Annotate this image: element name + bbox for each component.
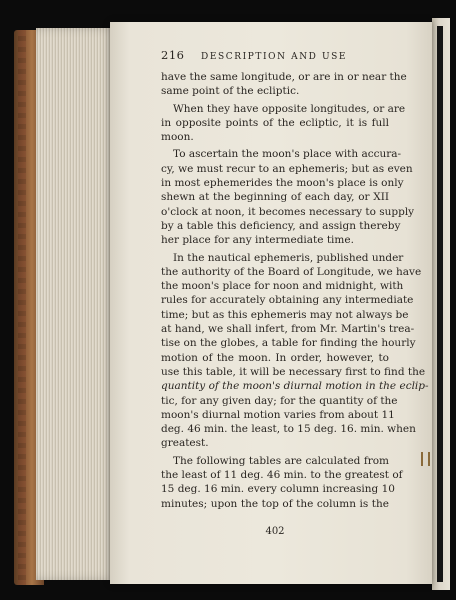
- binding-thread-mark: [421, 452, 423, 466]
- text-line: cy, we must recur to an ephemeris; but as even: [161, 162, 413, 175]
- text-line: the authority of the Board of Longitude, we have: [161, 265, 422, 278]
- signature-mark: 402: [265, 526, 285, 537]
- text-line: deg. 46 min. the least, to 15 deg. 16. min. when: [161, 423, 416, 436]
- text-line: time; but as this ephemeris may not always be: [161, 308, 409, 321]
- gutter-shadow: [437, 26, 443, 582]
- text-line: in most ephemerides the moon's place is only: [161, 177, 404, 190]
- page-text: [161, 48, 429, 537]
- text-line: In the nautical ephemeris, published under: [173, 251, 404, 264]
- text-line: moon's diurnal motion varies from about 11: [161, 408, 395, 421]
- text-line: in opposite points of the ecliptic, it is full: [161, 116, 389, 129]
- text-line: o'clock at noon, it becomes necessary to supply: [161, 205, 415, 218]
- text-line: shewn at the beginning of each day, or XII: [161, 191, 389, 204]
- text-line: have the same longitude, or are in or near the: [161, 71, 407, 83]
- text-line: When they have opposite longitudes, or are: [173, 102, 406, 115]
- text-line: The following tables are calculated from: [173, 454, 389, 467]
- page-block-edges: [36, 28, 116, 580]
- page-number: 216: [161, 48, 185, 62]
- text-line: tic, for any given day; for the quantity of the: [161, 394, 398, 407]
- text-line: tise on the globes, a table for finding the hourly: [161, 337, 416, 350]
- text-line: quantity of the moon's diurnal motion in the eclip-: [161, 380, 429, 393]
- text-line: motion of the moon. In order, however, to: [161, 351, 389, 364]
- binding-thread-mark: [428, 452, 430, 466]
- text-line: rules for accurately obtaining any intermediate: [161, 294, 414, 307]
- text-line: To ascertain the moon's place with accura-: [173, 148, 402, 161]
- facing-page-edge: [432, 18, 450, 590]
- text-line: the moon's place for noon and midnight, with: [161, 280, 404, 293]
- text-line: by a table this deficiency, and assign thereby: [161, 219, 401, 232]
- book-page: [110, 22, 432, 584]
- text-line: the least of 11 deg. 46 min. to the greatest of: [161, 469, 403, 482]
- text-line: minutes; upon the top of the column is the: [161, 497, 389, 510]
- text-line: at hand, we shall infert, from Mr. Martin's trea-: [161, 323, 415, 336]
- running-head: DESCRIPTION AND USE: [201, 52, 348, 62]
- text-line: her place for any intermediate time.: [161, 234, 354, 247]
- text-line: same point of the ecliptic.: [161, 85, 300, 98]
- text-line: use this table, it will be necessary first to find the: [161, 365, 426, 378]
- text-line: moon.: [161, 131, 194, 144]
- text-line: 15 deg. 16 min. every column increasing 10: [161, 483, 395, 496]
- page-header: [161, 48, 389, 62]
- text-line: greatest.: [161, 437, 209, 450]
